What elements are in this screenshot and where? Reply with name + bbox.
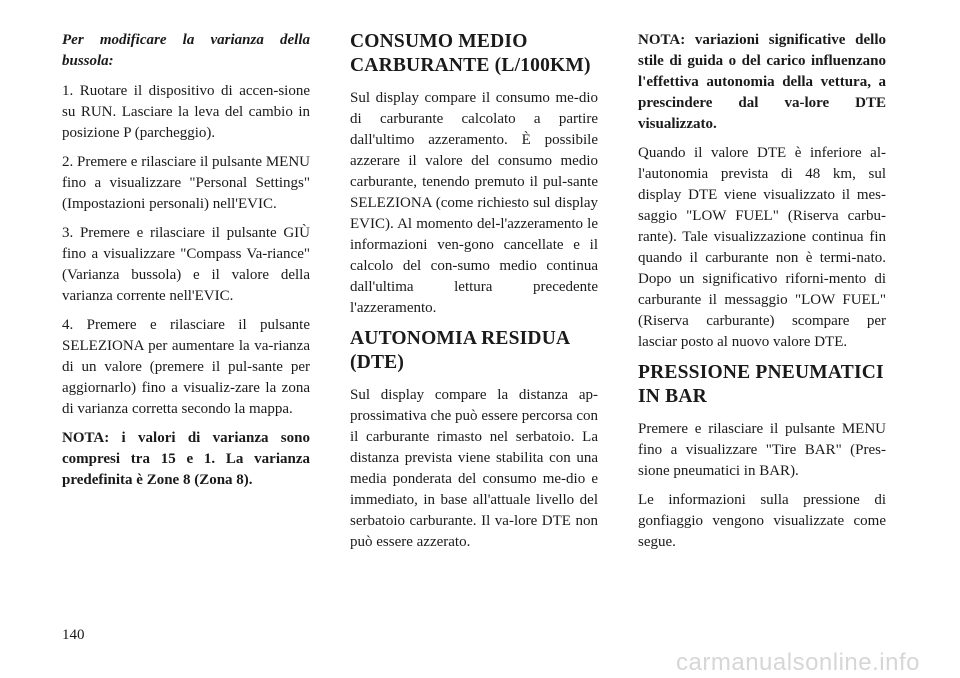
average-fuel-heading: CONSUMO MEDIO CARBURANTE (L/100KM) — [350, 31, 591, 76]
column-middle — [350, 30, 598, 561]
variance-note: NOTA: i valori di varianza sono compresi tra 15 e 1. La varianza predefinita è Zone 8 (Zona 8). — [62, 430, 310, 488]
step-3: 3. Premere e rilasciare il pulsante GIÙ fino a visualizzare "Compass Va-riance" (Varianza bussola) e il valore della varianza corrente nell'EVIC. — [62, 225, 310, 304]
dte-paragraph: Sul display compare la distanza ap-prossimativa che può essere percorsa con il carburante rimasto nel serbatoio. La distanza prevista viene stabilita con una media ponderata del consumo me-dio e immediato, in base all'attuale livello del serbatoio carburante. Il va-lore DTE non può essere azzerato. — [350, 387, 598, 550]
compass-variance-subheading: Per modificare la varianza della bussola: — [62, 32, 310, 69]
tire-bar-paragraph: Premere e rilasciare il pulsante MENU fino a visualizzare "Tire BAR" (Pres-sione pneumatici in BAR). — [638, 421, 886, 479]
tire-info-paragraph: Le informazioni sulla pressione di gonfiaggio vengono visualizzate come segue. — [638, 492, 886, 550]
tire-pressure-heading: PRESSIONE PNEUMATICI IN BAR — [638, 362, 884, 407]
watermark: carmanualsonline.info — [676, 649, 920, 676]
column-right — [638, 30, 886, 561]
low-fuel-paragraph: Quando il valore DTE è inferiore al-l'autonomia prevista di 48 km, sul display DTE viene visualizzato il mes-saggio "LOW FUEL" (Riserva carbu-rante). Tale visualizzazione continua fin quando il carburante non è termi-nato. Dopo un significativo riforni-mento di carburante il messaggio "LOW FUEL" (Riserva carburante) scompare per lasciar posto al nuovo valore DTE. — [638, 145, 886, 350]
dte-heading: AUTONOMIA RESIDUA (DTE) — [350, 328, 570, 373]
step-4: 4. Premere e rilasciare il pulsante SELEZIONA per aumentare la va-rianza di un valore (premere il pul-sante per aggiornarlo) fino a visualiz-zare la zona di varianza corretta secondo la mappa. — [62, 317, 310, 417]
column-left — [62, 30, 310, 499]
average-fuel-paragraph: Sul display compare il consumo me-dio di carburante calcolato a partire dall'ultimo azzeramento. È possibile azzerare il valore del consumo medio carburante, tenendo premuto il pul-sante SELEZIONA (come richiesto sul display EVIC). Al momento del-l'azzeramento le informazioni ven-gono cancellate e il calcolo del con-sumo medio continua dall'ultima lettura precedente l'azzeramento. — [350, 90, 598, 316]
step-2: 2. Premere e rilasciare il pulsante MENU fino a visualizzare "Personal Settings" (Impostazioni personali) nell'EVIC. — [62, 154, 310, 212]
step-1: 1. Ruotare il dispositivo di accen-sione su RUN. Lasciare la leva del cambio in posizione P (parcheggio). — [62, 83, 310, 141]
page-number: 140 — [62, 627, 85, 643]
dte-note: NOTA: variazioni significative dello stile di guida o del carico influenzano l'effettiva autonomia della vettura, a prescindere dal va-lore DTE visualizzato. — [638, 32, 886, 132]
